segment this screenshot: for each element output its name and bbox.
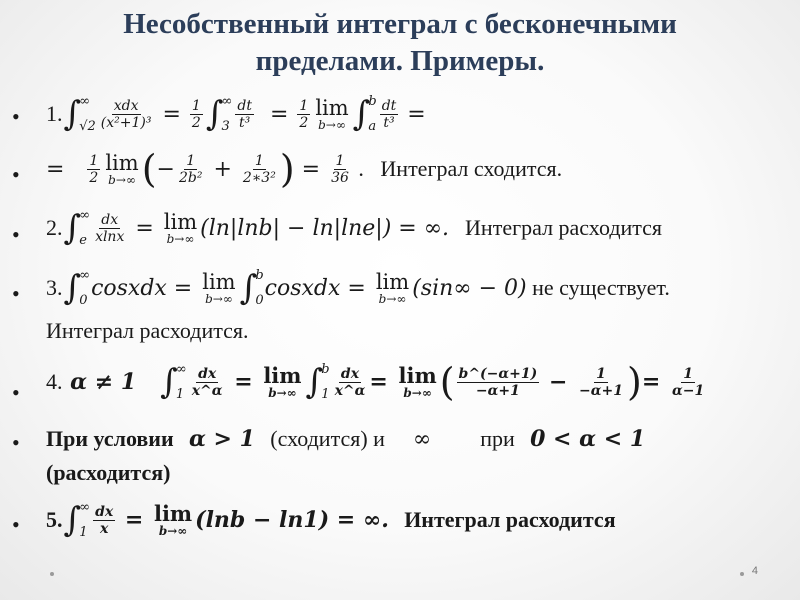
example-4-label: 4. bbox=[46, 369, 63, 394]
fraction: $\frac{1}{2}$ bbox=[299, 97, 309, 131]
example-3-conclusion bbox=[46, 318, 249, 344]
bullet-7: • bbox=[12, 512, 20, 537]
fraction: $\frac{1}{-\alpha+1}$ bbox=[579, 365, 624, 399]
bullet-1: • bbox=[12, 104, 20, 129]
fraction: $\frac{1}{\text{2b²}}$ bbox=[178, 152, 203, 186]
bullet-5: • bbox=[12, 380, 20, 405]
example-3-row: 3. ∫ ∞ 0 cosxdx = lim b→∞ ∫ b 0 cosxdx = lim b→∞ (sin∞ − 0) не существует. bbox=[46, 268, 670, 308]
converges-text: (сходится) и bbox=[270, 426, 385, 451]
limit-operator: lim b→∞ bbox=[263, 363, 302, 400]
integral-symbol: ∫ b a bbox=[352, 94, 377, 134]
limit-operator: lim b→∞ bbox=[105, 151, 139, 187]
limit-operator: lim b→∞ bbox=[398, 363, 437, 400]
bullet-6: • bbox=[12, 430, 20, 455]
condition-label: При условии bbox=[46, 426, 174, 451]
integral-symbol: ∫ ∞ 0 bbox=[63, 268, 91, 308]
fraction: $\frac{dx}{x}$ bbox=[95, 503, 114, 537]
not-exists-text: не существует. bbox=[532, 275, 670, 300]
convergence-text: Интеграл сходится. bbox=[380, 156, 563, 181]
bullet-2: • bbox=[12, 162, 20, 187]
fraction: $\frac{dt}{\text{t³}}$ bbox=[237, 97, 252, 131]
example-5-row: 5. ∫ ∞ 1 $\frac{dx}{x}$ = lim b→∞ (lnb − ln1) = ∞. Интеграл расходится bbox=[46, 500, 616, 540]
integral-symbol: ∫ b 1 bbox=[305, 362, 330, 402]
fraction: $\frac{dt}{\text{t³}}$ bbox=[381, 97, 397, 131]
fraction: $\frac{dx}{xlnx}$ bbox=[95, 211, 125, 245]
divergence-text: Интеграл расходится bbox=[404, 507, 616, 532]
example-1-continued-row: = $\frac{1}{2}$ lim b→∞ ( − $\frac{1}{\text{2b²}}$ + $\frac{1}{\text{2∗3²}}$ ) = $\frac{1}{36}$ . Интеграл сходится. bbox=[46, 147, 563, 191]
fraction: xdx (x²+1)³ bbox=[100, 97, 152, 131]
fraction: $\frac{1}{\alpha-1}$ bbox=[671, 365, 705, 399]
fraction: $\frac{1}{36}$ bbox=[331, 152, 349, 186]
bullet-4: • bbox=[12, 281, 20, 306]
diverges-text: (расходится) bbox=[46, 460, 171, 485]
example-5-label: 5. bbox=[46, 507, 63, 532]
condition-row: При условии α > 1 (сходится) и ∞ при 0 < α < 1 bbox=[46, 426, 646, 452]
slide-number: 4 bbox=[751, 565, 758, 577]
nav-dot-right bbox=[740, 572, 744, 576]
limit-operator: lim b→∞ bbox=[153, 501, 193, 538]
example-1-label: 1. bbox=[46, 101, 63, 126]
limit-operator: lim b→∞ bbox=[202, 270, 236, 306]
integral-symbol: ∫ ∞ 1 bbox=[63, 500, 91, 540]
nav-dot-left bbox=[50, 572, 54, 576]
fraction: $\frac{1}{\text{2∗3²}}$ bbox=[242, 152, 276, 186]
limit-operator: lim b→∞ bbox=[315, 96, 349, 132]
condition-row-2 bbox=[46, 460, 170, 486]
limit-operator: lim b→∞ bbox=[163, 210, 198, 246]
integral-symbol: ∫ ∞ 1 bbox=[160, 362, 187, 402]
fraction: $\frac{dx}{x\^{}\alpha}$ bbox=[334, 365, 366, 399]
limit-operator: lim b→∞ bbox=[375, 270, 410, 306]
fraction: $\frac{1}{2}$ bbox=[191, 97, 201, 131]
title-line-1: Несобственный интеграл с бесконечными bbox=[123, 8, 677, 40]
title-line-2: пределами. Примеры. bbox=[255, 45, 545, 77]
divergence-text: Интеграл расходится bbox=[465, 215, 663, 240]
example-4-row: 4. α ≠ 1 ∫ ∞ 1 $\frac{dx}{x\^{}\alpha}$ = lim b→∞ ∫ b 1 $\frac{dx}{x\^{}\alpha}$ = lim b→∞ ( b^(−α+1) −α+1 − $\frac{1}{-\alpha+1}$ ) = $\frac{1}{\alpha-1}$ bbox=[46, 360, 705, 404]
integral-symbol: ∫ ∞ √2 bbox=[63, 94, 96, 134]
bullet-3: • bbox=[12, 222, 20, 247]
page-title bbox=[0, 6, 800, 80]
example-2-label: 2. bbox=[46, 215, 63, 240]
when-text: при bbox=[480, 426, 515, 451]
divergence-text: Интеграл расходится. bbox=[46, 318, 249, 343]
integral-symbol: ∫ b 0 bbox=[239, 268, 264, 308]
fraction: $\frac{1}{2}$ bbox=[89, 152, 99, 186]
example-2-row: 2. ∫ ∞ e $\frac{dx}{xlnx}$ = lim b→∞ (ln|lnb| − ln|lne|) = ∞. Интеграл расходится bbox=[46, 208, 663, 248]
fraction: $\frac{dx}{x\^{}\alpha}$ bbox=[191, 365, 223, 399]
example-3-label: 3. bbox=[46, 275, 63, 300]
integral-symbol: ∫ ∞ 3 bbox=[205, 94, 233, 134]
example-1-row: 1. ∫ ∞ √2 xdx (x²+1)³ = $\frac{1}{2}$ ∫ ∞ 3 $\frac{dt}{\text{t³}}$ = $\frac{1}{2}$ lim b→∞ ∫ b a $\frac{dt}{\text{t³}}$ = bbox=[46, 94, 426, 134]
fraction: b^(−α+1) −α+1 bbox=[458, 365, 538, 399]
integral-symbol: ∫ ∞ e bbox=[63, 208, 91, 248]
